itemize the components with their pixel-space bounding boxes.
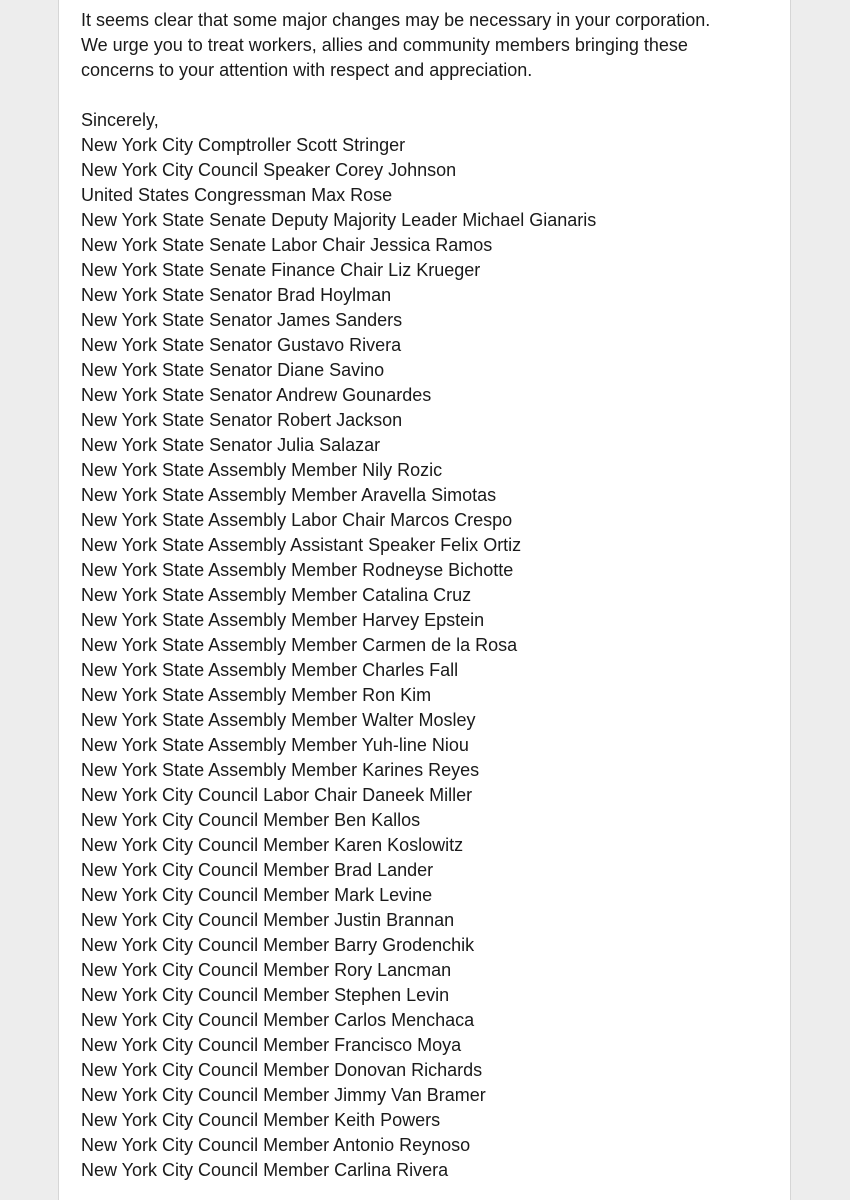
signatory-line: New York City Council Member Francisco Moya: [81, 1035, 462, 1055]
signatory-line: New York City Council Member Donovan Richards: [81, 1060, 483, 1080]
signatory-line: New York State Senator Diane Savino: [81, 360, 385, 380]
signatory-line: New York City Council Labor Chair Daneek Miller: [81, 785, 473, 805]
signatory-line: New York State Senator Robert Jackson: [81, 410, 403, 430]
signatory-line: New York State Senator Brad Hoylman: [81, 285, 392, 305]
signatory-line: New York State Assembly Member Walter Mosley: [81, 710, 476, 730]
signatory-line: New York State Senator Julia Salazar: [81, 435, 381, 455]
signatory-line: New York City Council Member Karen Koslowitz: [81, 835, 464, 855]
signatory-line: New York City Council Member Rory Lancman: [81, 960, 452, 980]
signatory-line: New York State Assembly Labor Chair Marcos Crespo: [81, 510, 513, 530]
letter-paragraph: [81, 8, 781, 83]
signatory-line: New York State Senator Andrew Gounardes: [81, 385, 432, 405]
signatory-line: New York City Council Member Carlos Menchaca: [81, 1010, 475, 1030]
signatory-line: New York State Assembly Member Nily Rozic: [81, 460, 443, 480]
signatory-line: New York City Council Member Jimmy Van Bramer: [81, 1085, 486, 1105]
signatory-line: New York City Council Member Ben Kallos: [81, 810, 421, 830]
signatory-line: New York City Council Member Keith Powers: [81, 1110, 441, 1130]
signatory-list: [81, 133, 781, 1183]
paragraph-gap: [81, 83, 781, 108]
signatory-line: New York State Senate Finance Chair Liz Krueger: [81, 260, 481, 280]
signatory-line: New York State Assembly Member Carmen de la Rosa: [81, 635, 518, 655]
paragraph-line: It seems clear that some major changes may be necessary in your corporation.: [81, 10, 711, 30]
signatory-line: New York City Council Member Brad Lander: [81, 860, 434, 880]
letter-body: [81, 8, 781, 1183]
signatory-line: New York State Assembly Member Rodneyse Bichotte: [81, 560, 514, 580]
signatory-line: New York City Council Member Justin Brannan: [81, 910, 455, 930]
signatory-line: New York State Senator James Sanders: [81, 310, 403, 330]
signatory-line: New York State Assembly Member Ron Kim: [81, 685, 432, 705]
signatory-line: New York State Senator Gustavo Rivera: [81, 335, 402, 355]
letter-closing: Sincerely,: [81, 110, 159, 130]
signatory-line: New York City Comptroller Scott Stringer: [81, 135, 406, 155]
signatory-line: New York City Council Speaker Corey Johnson: [81, 160, 457, 180]
signatory-line: New York City Council Member Carlina Rivera: [81, 1160, 449, 1180]
signatory-line: New York State Assembly Member Aravella Simotas: [81, 485, 497, 505]
signatory-line: New York City Council Member Barry Grodenchik: [81, 935, 475, 955]
signatory-line: United States Congressman Max Rose: [81, 185, 393, 205]
signatory-line: New York State Assembly Member Catalina Cruz: [81, 585, 472, 605]
signatory-line: New York State Senate Labor Chair Jessica Ramos: [81, 235, 493, 255]
paragraph-line: We urge you to treat workers, allies and community members bringing these: [81, 35, 688, 55]
signatory-line: New York City Council Member Antonio Reynoso: [81, 1135, 471, 1155]
signatory-line: New York State Assembly Assistant Speaker Felix Ortiz: [81, 535, 522, 555]
signatory-line: New York State Assembly Member Yuh-line Niou: [81, 735, 469, 755]
paragraph-line: concerns to your attention with respect and appreciation.: [81, 60, 533, 80]
signatory-line: New York State Assembly Member Karines Reyes: [81, 760, 480, 780]
signatory-line: New York State Assembly Member Harvey Epstein: [81, 610, 485, 630]
signatory-line: New York City Council Member Mark Levine: [81, 885, 433, 905]
document-page: [58, 0, 791, 1200]
signatory-line: New York State Assembly Member Charles Fall: [81, 660, 459, 680]
signatory-line: New York City Council Member Stephen Levin: [81, 985, 450, 1005]
signatory-line: New York State Senate Deputy Majority Leader Michael Gianaris: [81, 210, 597, 230]
